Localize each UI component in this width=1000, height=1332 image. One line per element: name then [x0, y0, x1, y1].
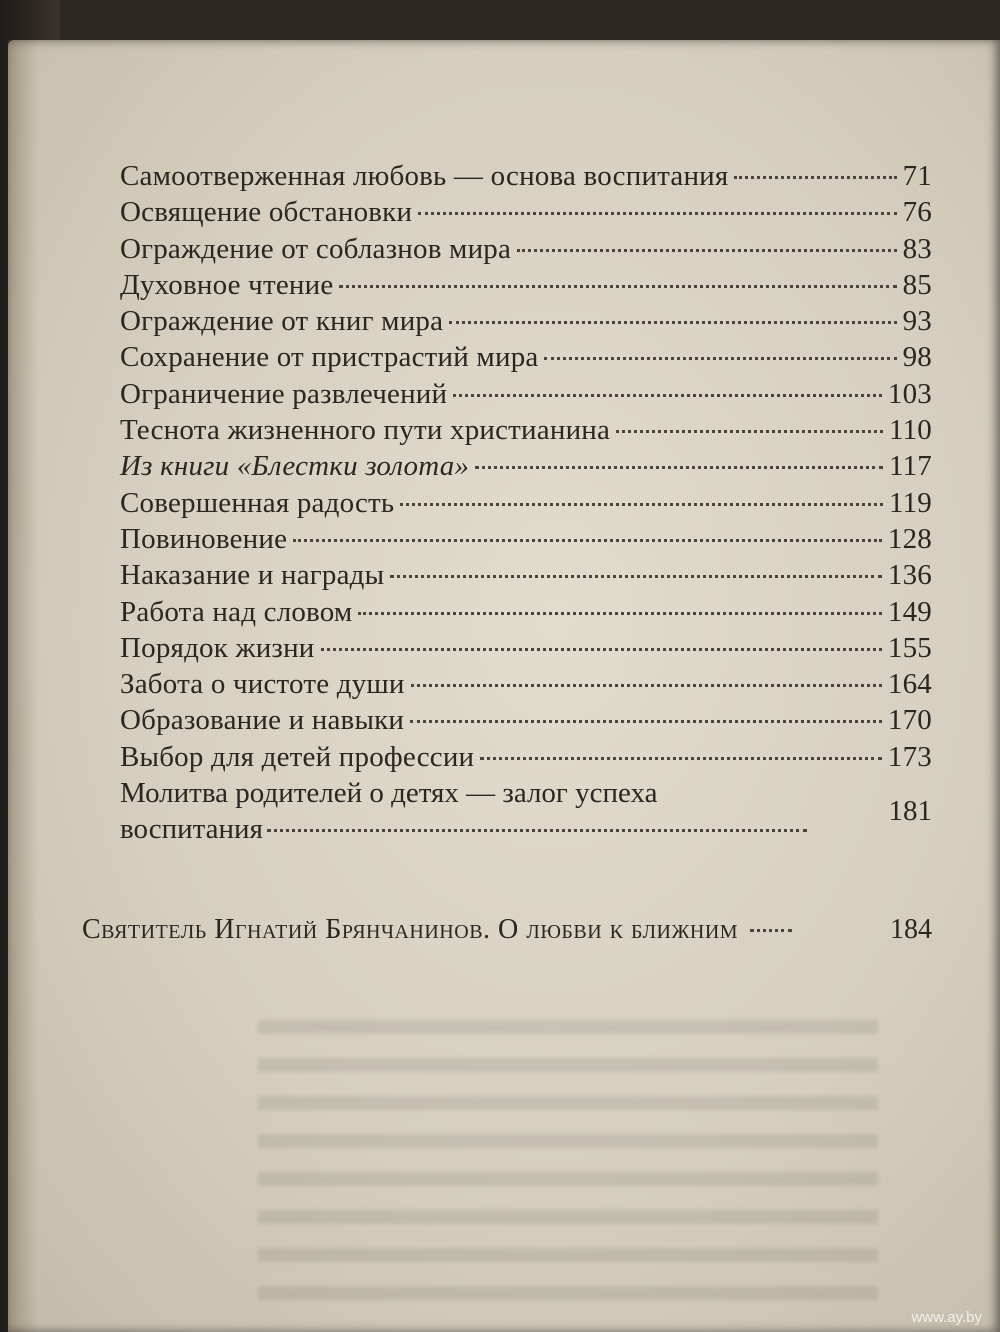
- dot-leader: [750, 929, 792, 932]
- toc-entry-page: 155: [887, 631, 932, 664]
- toc-entry-title-line1: Молитва родителей о детях — залог успеха: [120, 777, 658, 810]
- dot-leader: [321, 648, 882, 651]
- toc-entry: [120, 739, 932, 775]
- toc-entry-title-line2-wrap: [120, 811, 932, 847]
- toc-entry-page: 119: [888, 486, 932, 519]
- dot-leader: [544, 357, 896, 360]
- toc-entry-page: 85: [902, 268, 932, 301]
- dot-leader: [616, 430, 883, 433]
- toc-entry: [120, 267, 932, 303]
- toc-entry-title: Работа над словом: [120, 595, 353, 628]
- toc-entry-title: Выбор для детей профессии: [120, 740, 475, 773]
- toc-entry-title: Совершенная радость: [120, 486, 395, 519]
- toc-entry: [120, 194, 932, 230]
- toc-entry-page: 117: [888, 450, 932, 483]
- toc-entry: [120, 231, 932, 267]
- table-of-contents: [120, 158, 932, 848]
- toc-entry-title: Из книги «Блестки золота»: [120, 450, 470, 483]
- site-watermark: www.ay.by: [911, 1309, 982, 1326]
- toc-entry-title: Забота о чистоте души: [120, 668, 405, 701]
- toc-entry: [120, 485, 932, 521]
- toc-entry-multiline: [120, 775, 932, 848]
- toc-entry-title: Теснота жизненного пути христианина: [120, 414, 611, 447]
- show-through-text: [258, 1020, 878, 1300]
- toc-entry-page: 110: [888, 414, 932, 447]
- toc-entry: [120, 666, 932, 702]
- dot-leader: [390, 575, 882, 578]
- dot-leader: [267, 829, 807, 832]
- toc-entry-page: 128: [887, 522, 932, 555]
- toc-entry-title: Наказание и награды: [120, 559, 385, 592]
- toc-entry-page: 181: [888, 795, 932, 828]
- author-toc-entry: [82, 912, 932, 948]
- toc-entry-title: Самоотверженная любовь — основа воспитания: [120, 160, 729, 192]
- toc-entry: [120, 158, 932, 194]
- toc-entry-page: 173: [887, 740, 932, 773]
- toc-entry-page: 71: [902, 160, 932, 192]
- dot-leader: [517, 249, 897, 252]
- dot-leader: [453, 394, 882, 397]
- dot-leader: [410, 720, 882, 723]
- toc-entry-page: 170: [887, 704, 932, 737]
- toc-entry: [120, 594, 932, 630]
- toc-entry-page: 164: [887, 668, 932, 701]
- dot-leader: [449, 321, 896, 324]
- toc-entry-page: 103: [887, 377, 932, 410]
- toc-entry: [120, 630, 932, 666]
- toc-entry-page: 76: [902, 196, 932, 229]
- toc-entry-title: Сохранение от пристрастий мира: [120, 341, 539, 374]
- toc-entry: [120, 303, 932, 339]
- toc-entry: [120, 521, 932, 557]
- dot-leader: [293, 539, 882, 542]
- toc-entry: [120, 339, 932, 375]
- dot-leader: [400, 503, 883, 506]
- toc-entry-page: 136: [887, 559, 932, 592]
- toc-entry-title-line2: воспитания: [120, 813, 263, 846]
- toc-entry: [120, 448, 932, 484]
- dot-leader: [418, 212, 896, 215]
- toc-entry: [120, 557, 932, 593]
- toc-entry: [120, 702, 932, 738]
- toc-entry: [120, 376, 932, 412]
- author-entry-page: 184: [890, 914, 932, 945]
- dot-leader: [358, 612, 881, 615]
- dot-leader: [480, 757, 882, 760]
- toc-entry-page: 98: [902, 341, 932, 374]
- toc-entry-title: Ограничение развлечений: [120, 377, 448, 410]
- toc-entry-page: 149: [887, 595, 932, 628]
- dot-leader: [475, 466, 883, 469]
- toc-entry-title: Освящение обстановки: [120, 196, 413, 229]
- dot-leader: [734, 176, 896, 179]
- toc-entry-title: Ограждение от книг мира: [120, 305, 444, 338]
- toc-entry-title: Порядок жизни: [120, 631, 315, 664]
- toc-entry-title: Образование и навыки: [120, 704, 405, 737]
- toc-entry-title: Повиновение: [120, 522, 288, 555]
- toc-entry-page: 93: [902, 305, 932, 338]
- dot-leader: [411, 684, 882, 687]
- dot-leader: [339, 285, 896, 288]
- author-entry-title: Святитель Игнатий Брянчанинов. О любви к ближним: [82, 914, 739, 945]
- toc-entry-title: Духовное чтение: [120, 268, 334, 301]
- toc-entry-title: Ограждение от соблазнов мира: [120, 232, 512, 265]
- toc-entry-page: 83: [902, 232, 932, 265]
- toc-entry: [120, 412, 932, 448]
